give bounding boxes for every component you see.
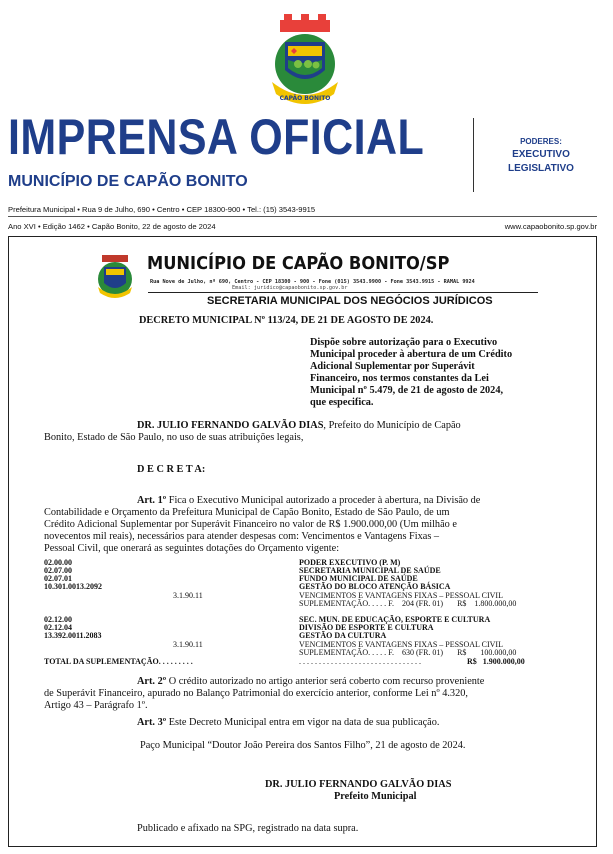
masthead-divider bbox=[473, 118, 474, 192]
total-dots: . . . . . . . . . . . . . . . . . . . . . . . . . . . . . . . bbox=[299, 657, 421, 666]
total-value: R$ 1.900.000,00 bbox=[467, 657, 525, 666]
budget-unit: GESTÃO DO BLOCO ATENÇÃO BÁSICA bbox=[299, 582, 451, 591]
summary-line: que especifica. bbox=[310, 397, 374, 408]
budget-unit: GESTÃO DA CULTURA bbox=[299, 631, 387, 640]
art1-label: Art. 1º bbox=[137, 495, 167, 506]
budget-element: 3.1.90.11 bbox=[173, 591, 203, 600]
budget-code: 13.392.0011.2083 bbox=[44, 631, 102, 640]
crest-ribbon-text: CAPÃO BONITO bbox=[279, 95, 331, 102]
summary-line: Financeiro, nos termos constantes da Lei bbox=[310, 373, 489, 384]
signature-name: DR. JULIO FERNANDO GALVÃO DIAS bbox=[265, 779, 452, 790]
publication-note: Publicado e afixado na SPG, registrado na data supra. bbox=[137, 823, 359, 834]
budget-unit: SECRETARIA MUNICIPAL DE SAÚDE bbox=[299, 566, 441, 575]
intro-text-cont: Bonito, Estado de São Paulo, no uso de suas atribuições legais, bbox=[44, 432, 304, 443]
budget-unit: DIVISÃO DE ESPORTE E CULTURA bbox=[299, 623, 434, 632]
powers-box bbox=[480, 136, 602, 176]
summary-line: Municipal nº 5.479, de 21 de agosto de 2024, bbox=[310, 385, 504, 396]
art3-line bbox=[137, 717, 439, 729]
edition-line: Ano XVI • Edição 1462 • Capão Bonito, 22 de agosto de 2024 bbox=[8, 222, 216, 231]
summary-line: Dispõe sobre autorização para o Executivo bbox=[310, 337, 498, 348]
art1-line: Pessoal Civil, que onerará as seguintes dotações do Orçamento vigente: bbox=[44, 543, 340, 554]
budget-description: VENCIMENTOS E VANTAGENS FIXAS – PESSOAL CIVIL bbox=[299, 640, 503, 649]
signature-role: Prefeito Municipal bbox=[334, 791, 417, 802]
summary-line: Adicional Suplementar por Superávit bbox=[310, 361, 475, 372]
budget-code: 02.12.00 bbox=[44, 615, 72, 624]
budget-supplement: SUPLEMENTAÇÃO. . . . . F. 204 (FR. 01) R$ 1.800.000,00 bbox=[299, 599, 517, 608]
letterhead-email: Email: juridico@capaobonito.sp.gov.br bbox=[232, 285, 348, 291]
letterhead-crest-icon bbox=[92, 253, 138, 299]
art2-first-line bbox=[137, 676, 484, 688]
budget-code: 02.12.04 bbox=[44, 623, 72, 632]
letterhead-rule bbox=[148, 292, 538, 293]
budget-supplement: SUPLEMENTAÇÃO. . . . . F. 630 (FR. 01) R$ 100.000,00 bbox=[299, 648, 517, 657]
divider bbox=[8, 216, 597, 217]
letterhead-municipality: MUNICÍPIO DE CAPÃO BONITO/SP bbox=[147, 254, 450, 274]
letterhead-department: SECRETARIA MUNICIPAL DOS NEGÓCIOS JURÍDICOS bbox=[207, 295, 493, 307]
budget-code: 02.00.00 bbox=[44, 558, 72, 567]
art1-first-line bbox=[137, 495, 480, 507]
power-legislativo: LEGISLATIVO bbox=[508, 163, 574, 174]
art2-line: Artigo 43 – Parágrafo 1º. bbox=[44, 700, 148, 711]
art2-label: Art. 2º bbox=[137, 676, 167, 687]
art2-text: O crédito autorizado no artigo anterior será coberto com recurso proveniente bbox=[166, 676, 485, 687]
art2-line: de Superávit Financeiro, apurado no Balanço Patrimonial do exercício anterior, conforme Lei nº 4.320, bbox=[44, 688, 468, 699]
mayor-name: DR. JULIO FERNANDO GALVÃO DIAS bbox=[137, 420, 324, 431]
address-line: Prefeitura Municipal • Rua 9 de Julho, 690 • Centro • CEP 18300-900 • Tel.: (15) 3543-9915 bbox=[8, 205, 316, 214]
publication-subtitle: MUNICÍPIO DE CAPÃO BONITO bbox=[8, 173, 248, 190]
budget-unit: SEC. MUN. DE EDUCAÇÃO, ESPORTE E CULTURA bbox=[299, 615, 491, 624]
intro-paragraph bbox=[137, 420, 461, 432]
summary-line: Municipal proceder à abertura de um Crédito bbox=[310, 349, 513, 360]
decreta-heading: D E C R E T A: bbox=[137, 464, 206, 475]
budget-element: 3.1.90.11 bbox=[173, 640, 203, 649]
budget-unit: FUNDO MUNICIPAL DE SAÚDE bbox=[299, 574, 418, 583]
art1-line: Contabilidade e Orçamento da Prefeitura Municipal de Capão Bonito, Estado de São Paulo, de um bbox=[44, 507, 450, 518]
decree-heading: DECRETO MUNICIPAL Nº 113/24, DE 21 DE AGOSTO DE 2024. bbox=[139, 315, 434, 326]
place-date: Paço Municipal “Doutor João Pereira dos Santos Filho”, 21 de agosto de 2024. bbox=[140, 740, 466, 751]
budget-code: 10.301.0013.2092 bbox=[44, 582, 102, 591]
power-executivo: EXECUTIVO bbox=[512, 149, 570, 160]
art3-label: Art. 3º bbox=[137, 717, 167, 728]
budget-code: 02.07.00 bbox=[44, 566, 72, 575]
intro-text: , Prefeito do Município de Capão bbox=[323, 420, 461, 431]
art1-line: Crédito Adicional Suplementar por Superávit Financeiro no valor de R$ 1.900.000,00 (Um milhão e bbox=[44, 519, 457, 530]
budget-unit: PODER EXECUTIVO (P. M) bbox=[299, 558, 401, 567]
art1-line: novecentos mil reais), necessários para atender despesas com: Vencimentos e Vantagens Fixas – bbox=[44, 531, 440, 542]
budget-description: VENCIMENTOS E VANTAGENS FIXAS – PESSOAL CIVIL bbox=[299, 591, 503, 600]
coat-of-arms-logo bbox=[258, 12, 352, 112]
publication-title: IMPRENSA OFICIAL bbox=[8, 109, 425, 165]
art3-text: Este Decreto Municipal entra em vigor na data de sua publicação. bbox=[166, 717, 440, 728]
website-link[interactable]: www.capaobonito.sp.gov.br bbox=[504, 222, 597, 231]
budget-code: 02.07.01 bbox=[44, 574, 72, 583]
letterhead-address: Rua Nove de Julho, nº 690, Centro - CEP 18300 - 900 - Fone (015) 3543.9900 - Fone 3543.9915 - RAMAL 9924 bbox=[150, 279, 475, 285]
total-label: TOTAL DA SUPLEMENTAÇÃO. . . . . . . . . bbox=[44, 657, 193, 666]
powers-label: PODERES: bbox=[520, 137, 562, 146]
art1-text: Fica o Executivo Municipal autorizado a proceder à abertura, na Divisão de bbox=[166, 495, 481, 506]
